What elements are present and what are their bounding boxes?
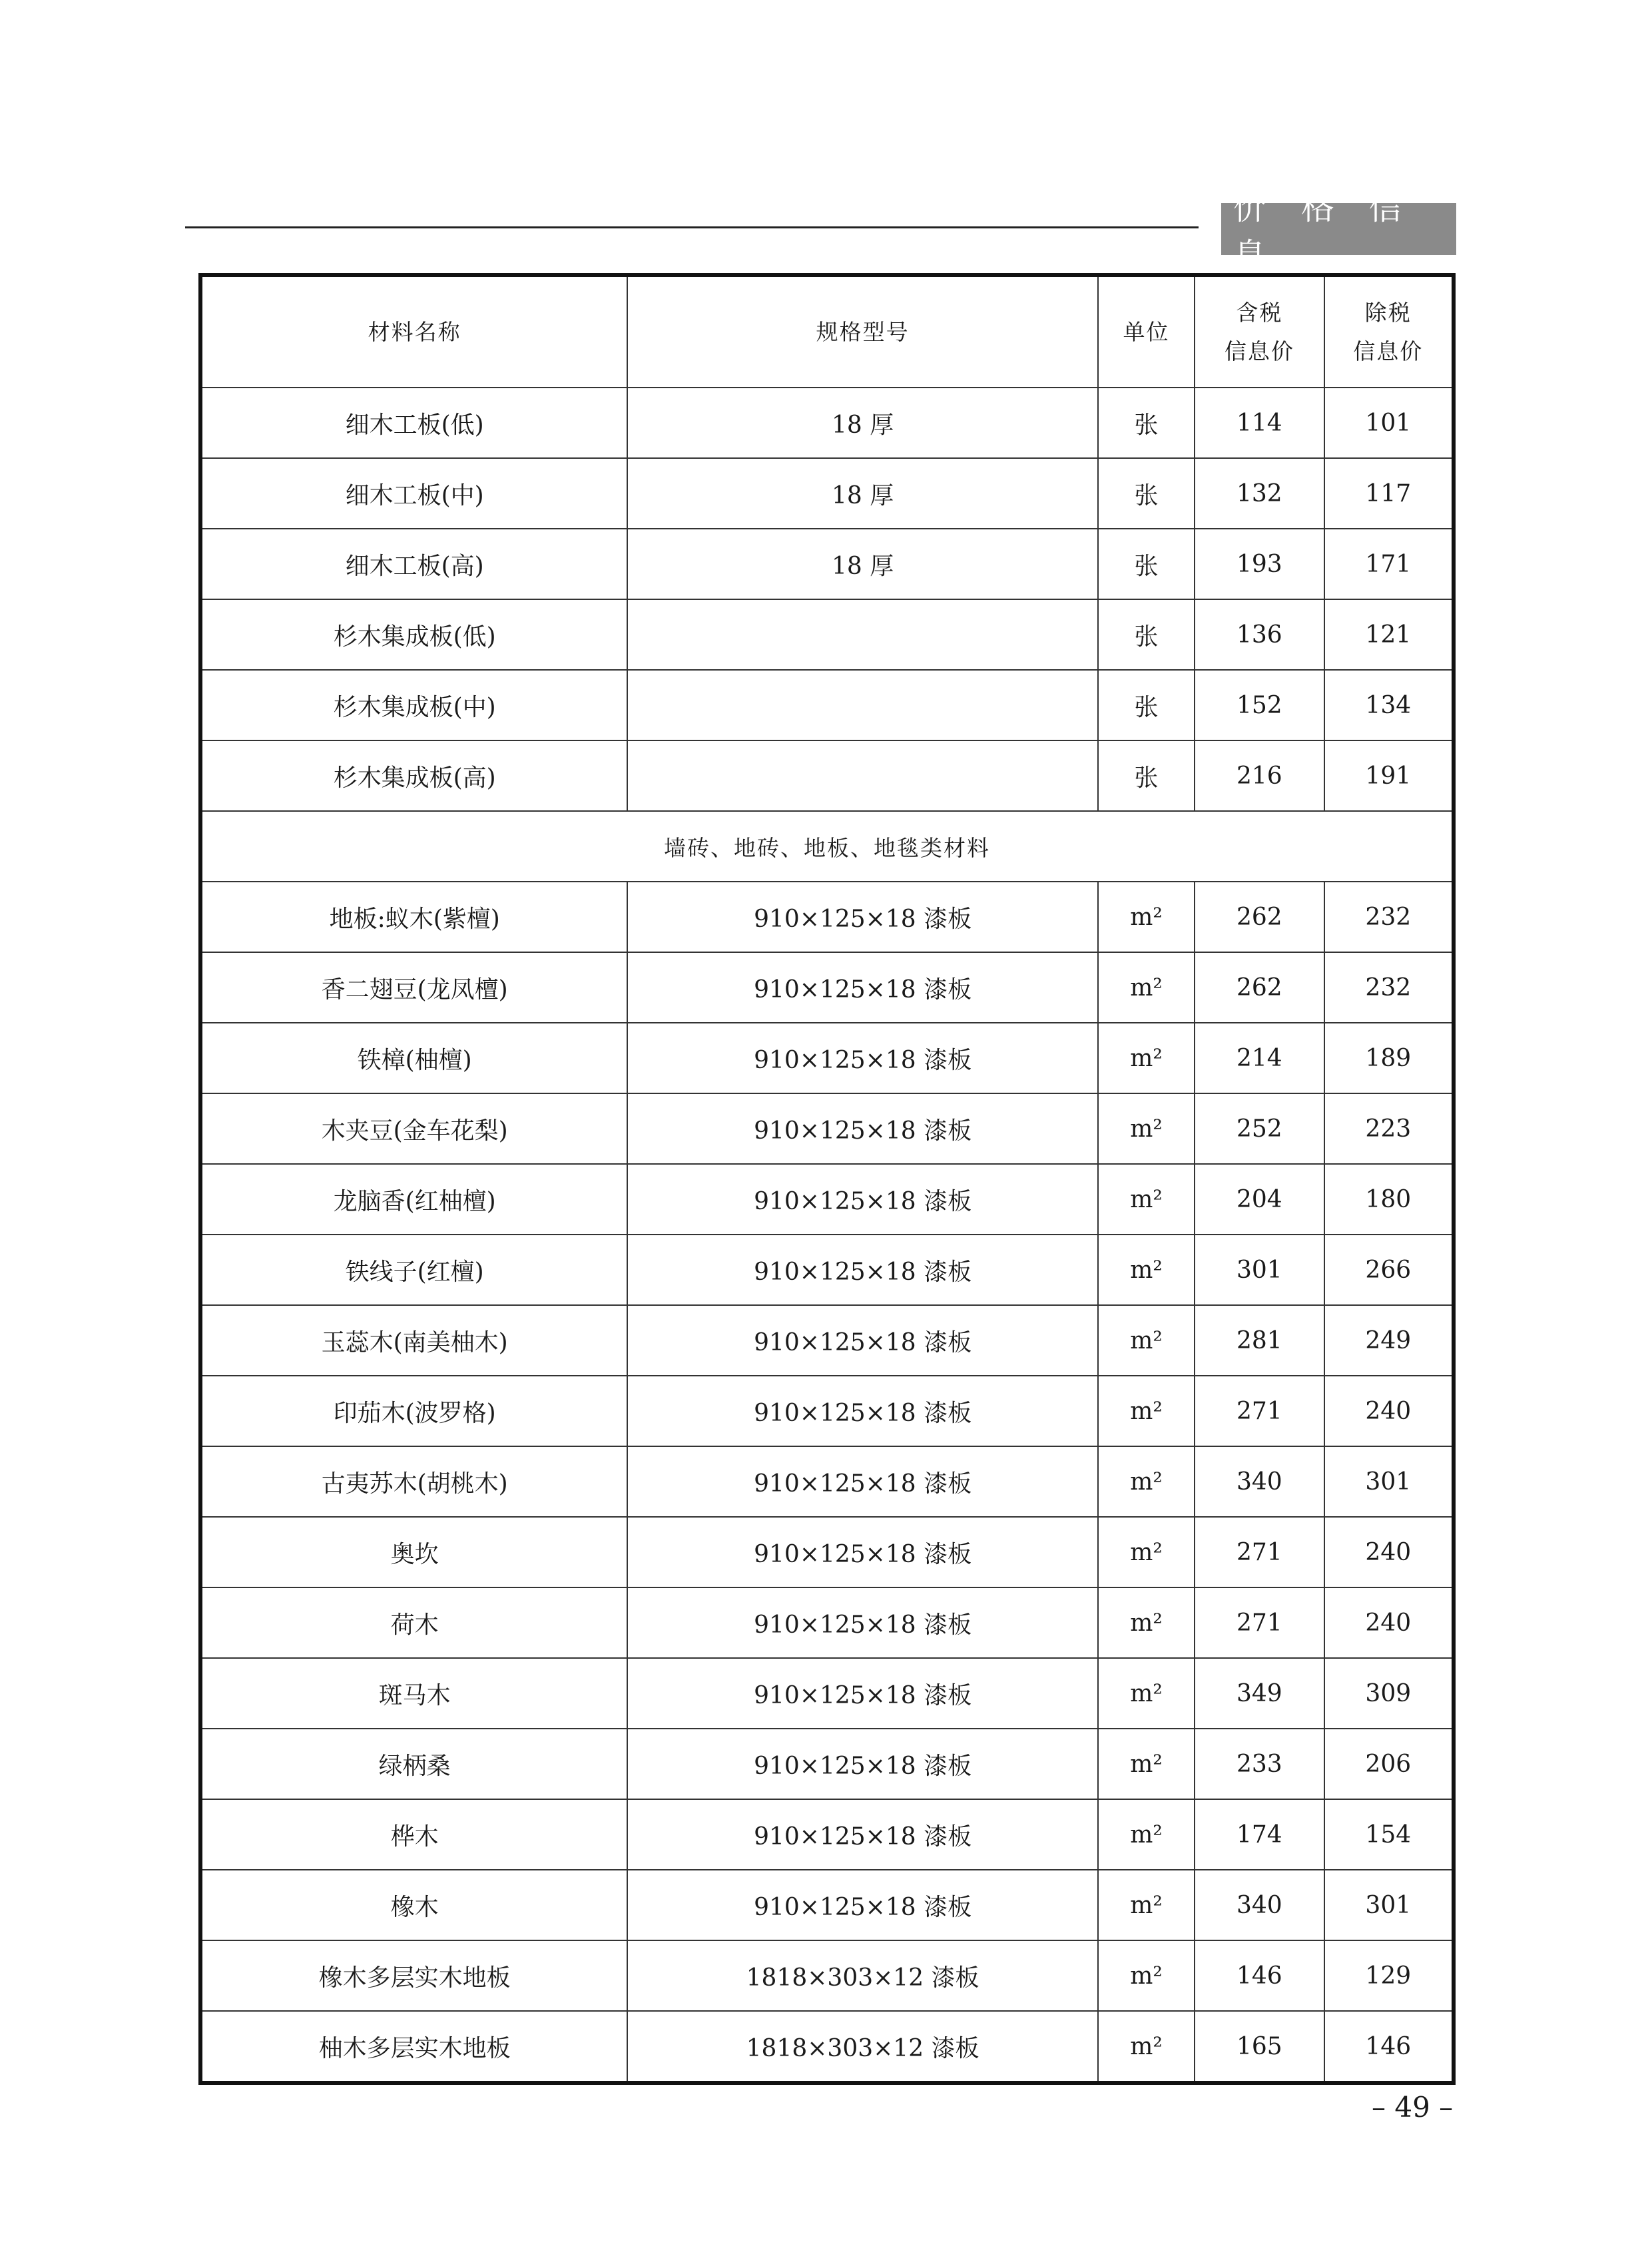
price-table (198, 273, 1456, 2085)
col-header-price-excl (1324, 275, 1454, 388)
cell-name: 木夹豆(金车花梨) (200, 1093, 627, 1164)
cell-unit: m² (1098, 1023, 1195, 1093)
table-header-row (200, 275, 1454, 388)
header-rule (185, 226, 1199, 228)
cell-name: 杉木集成板(低) (200, 599, 627, 670)
cell-price-excl: 134 (1324, 670, 1454, 740)
cell-name: 斑马木 (200, 1658, 627, 1729)
col-header-price-incl (1195, 275, 1324, 388)
cell-price-incl: 233 (1195, 1729, 1324, 1799)
table-row (200, 599, 1454, 670)
cell-unit: 张 (1098, 388, 1195, 458)
cell-spec (627, 670, 1098, 740)
col-header-price-incl-line1: 含税 (1236, 299, 1283, 326)
cell-spec: 910×125×18 漆板 (627, 1023, 1098, 1093)
cell-price-incl: 174 (1195, 1799, 1324, 1870)
cell-spec (627, 740, 1098, 811)
cell-price-incl: 301 (1195, 1235, 1324, 1305)
cell-spec: 910×125×18 漆板 (627, 1446, 1098, 1517)
cell-spec: 18 厚 (627, 388, 1098, 458)
table-row (200, 1023, 1454, 1093)
cell-spec: 910×125×18 漆板 (627, 1164, 1098, 1235)
cell-price-excl: 232 (1324, 882, 1454, 952)
cell-price-excl: 266 (1324, 1235, 1454, 1305)
cell-unit: m² (1098, 1870, 1195, 1940)
table-row (200, 1729, 1454, 1799)
cell-price-incl: 271 (1195, 1376, 1324, 1446)
cell-name: 香二翅豆(龙凤檀) (200, 952, 627, 1023)
table-row (200, 1658, 1454, 1729)
cell-price-incl: 262 (1195, 882, 1324, 952)
page-number: – 49 – (1372, 2091, 1454, 2123)
cell-unit: 张 (1098, 599, 1195, 670)
cell-name: 细木工板(中) (200, 458, 627, 529)
cell-price-incl: 132 (1195, 458, 1324, 529)
cell-price-excl: 146 (1324, 2011, 1454, 2083)
cell-unit: m² (1098, 1093, 1195, 1164)
cell-unit: 张 (1098, 458, 1195, 529)
cell-price-excl: 249 (1324, 1305, 1454, 1376)
table-row (200, 2011, 1454, 2083)
cell-spec: 910×125×18 漆板 (627, 1658, 1098, 1729)
cell-price-incl: 146 (1195, 1940, 1324, 2011)
cell-price-excl: 101 (1324, 388, 1454, 458)
cell-spec: 1818×303×12 漆板 (627, 1940, 1098, 2011)
cell-spec: 910×125×18 漆板 (627, 1799, 1098, 1870)
table-row (200, 670, 1454, 740)
cell-spec: 910×125×18 漆板 (627, 1517, 1098, 1587)
cell-name: 奥坎 (200, 1517, 627, 1587)
cell-price-excl: 171 (1324, 529, 1454, 599)
cell-name: 玉蕊木(南美柚木) (200, 1305, 627, 1376)
cell-spec: 910×125×18 漆板 (627, 1870, 1098, 1940)
cell-price-excl: 180 (1324, 1164, 1454, 1235)
cell-price-excl: 240 (1324, 1587, 1454, 1658)
cell-unit: m² (1098, 1446, 1195, 1517)
cell-spec (627, 599, 1098, 670)
cell-price-incl: 165 (1195, 2011, 1324, 2083)
cell-unit: m² (1098, 1587, 1195, 1658)
table-row (200, 740, 1454, 811)
table-row (200, 529, 1454, 599)
cell-name: 橡木多层实木地板 (200, 1940, 627, 2011)
cell-price-incl: 114 (1195, 388, 1324, 458)
cell-name: 橡木 (200, 1870, 627, 1940)
cell-price-incl: 216 (1195, 740, 1324, 811)
cell-name: 绿柄桑 (200, 1729, 627, 1799)
cell-name: 古夷苏木(胡桃木) (200, 1446, 627, 1517)
cell-name: 地板:蚁木(紫檀) (200, 882, 627, 952)
cell-name: 细木工板(高) (200, 529, 627, 599)
cell-unit: m² (1098, 2011, 1195, 2083)
category-row (200, 811, 1454, 882)
cell-price-incl: 204 (1195, 1164, 1324, 1235)
col-header-price-excl-line2: 信息价 (1353, 338, 1424, 364)
cell-price-excl: 301 (1324, 1446, 1454, 1517)
cell-name: 铁线子(红檀) (200, 1235, 627, 1305)
cell-spec: 910×125×18 漆板 (627, 952, 1098, 1023)
table-row (200, 458, 1454, 529)
table-row (200, 1587, 1454, 1658)
cell-price-excl: 117 (1324, 458, 1454, 529)
cell-price-incl: 271 (1195, 1587, 1324, 1658)
cell-price-incl: 214 (1195, 1023, 1324, 1093)
category-label: 墙砖、地砖、地板、地毯类材料 (200, 811, 1454, 882)
cell-unit: 张 (1098, 740, 1195, 811)
cell-unit: m² (1098, 1164, 1195, 1235)
cell-unit: m² (1098, 1799, 1195, 1870)
col-header-price-incl-line2: 信息价 (1224, 338, 1294, 364)
cell-price-incl: 281 (1195, 1305, 1324, 1376)
cell-name: 柚木多层实木地板 (200, 2011, 627, 2083)
table-row (200, 388, 1454, 458)
cell-spec: 910×125×18 漆板 (627, 1587, 1098, 1658)
cell-name: 桦木 (200, 1799, 627, 1870)
cell-price-excl: 240 (1324, 1376, 1454, 1446)
cell-name: 龙脑香(红柚檀) (200, 1164, 627, 1235)
cell-name: 细木工板(低) (200, 388, 627, 458)
table-row (200, 882, 1454, 952)
table-row (200, 1799, 1454, 1870)
cell-spec: 910×125×18 漆板 (627, 1235, 1098, 1305)
cell-price-excl: 301 (1324, 1870, 1454, 1940)
cell-spec: 910×125×18 漆板 (627, 1305, 1098, 1376)
cell-spec: 910×125×18 漆板 (627, 1729, 1098, 1799)
cell-unit: m² (1098, 1658, 1195, 1729)
col-header-name: 材料名称 (200, 275, 627, 388)
cell-price-excl: 240 (1324, 1517, 1454, 1587)
cell-unit: m² (1098, 952, 1195, 1023)
cell-price-excl: 232 (1324, 952, 1454, 1023)
table-row (200, 1940, 1454, 2011)
cell-unit: m² (1098, 1376, 1195, 1446)
cell-spec: 1818×303×12 漆板 (627, 2011, 1098, 2083)
cell-price-incl: 271 (1195, 1517, 1324, 1587)
cell-spec: 910×125×18 漆板 (627, 1376, 1098, 1446)
cell-price-incl: 262 (1195, 952, 1324, 1023)
col-header-spec: 规格型号 (627, 275, 1098, 388)
cell-name: 杉木集成板(中) (200, 670, 627, 740)
table-row (200, 1517, 1454, 1587)
cell-price-excl: 309 (1324, 1658, 1454, 1729)
cell-unit: m² (1098, 882, 1195, 952)
table-row (200, 1164, 1454, 1235)
cell-name: 印茄木(波罗格) (200, 1376, 627, 1446)
cell-name: 杉木集成板(高) (200, 740, 627, 811)
table-row (200, 1093, 1454, 1164)
cell-name: 铁樟(柚檀) (200, 1023, 627, 1093)
cell-price-incl: 252 (1195, 1093, 1324, 1164)
cell-price-excl: 154 (1324, 1799, 1454, 1870)
cell-unit: m² (1098, 1517, 1195, 1587)
cell-price-incl: 349 (1195, 1658, 1324, 1729)
cell-name: 荷木 (200, 1587, 627, 1658)
cell-unit: m² (1098, 1940, 1195, 2011)
cell-price-incl: 152 (1195, 670, 1324, 740)
table-row (200, 1376, 1454, 1446)
cell-price-excl: 191 (1324, 740, 1454, 811)
section-tag: 价 格 信 息 (1221, 203, 1456, 255)
cell-unit: m² (1098, 1235, 1195, 1305)
cell-price-excl: 129 (1324, 1940, 1454, 2011)
cell-unit: 张 (1098, 529, 1195, 599)
cell-price-incl: 193 (1195, 529, 1324, 599)
table-row (200, 952, 1454, 1023)
table-row (200, 1235, 1454, 1305)
cell-price-excl: 206 (1324, 1729, 1454, 1799)
col-header-unit: 单位 (1098, 275, 1195, 388)
table-row (200, 1870, 1454, 1940)
table-row (200, 1446, 1454, 1517)
cell-unit: m² (1098, 1729, 1195, 1799)
cell-price-incl: 340 (1195, 1446, 1324, 1517)
cell-spec: 910×125×18 漆板 (627, 1093, 1098, 1164)
cell-spec: 18 厚 (627, 458, 1098, 529)
cell-price-incl: 136 (1195, 599, 1324, 670)
col-header-price-excl-line1: 除税 (1364, 299, 1412, 326)
cell-unit: 张 (1098, 670, 1195, 740)
cell-price-excl: 121 (1324, 599, 1454, 670)
cell-price-excl: 189 (1324, 1023, 1454, 1093)
cell-spec: 18 厚 (627, 529, 1098, 599)
cell-price-excl: 223 (1324, 1093, 1454, 1164)
table-row (200, 1305, 1454, 1376)
cell-spec: 910×125×18 漆板 (627, 882, 1098, 952)
cell-price-incl: 340 (1195, 1870, 1324, 1940)
cell-unit: m² (1098, 1305, 1195, 1376)
